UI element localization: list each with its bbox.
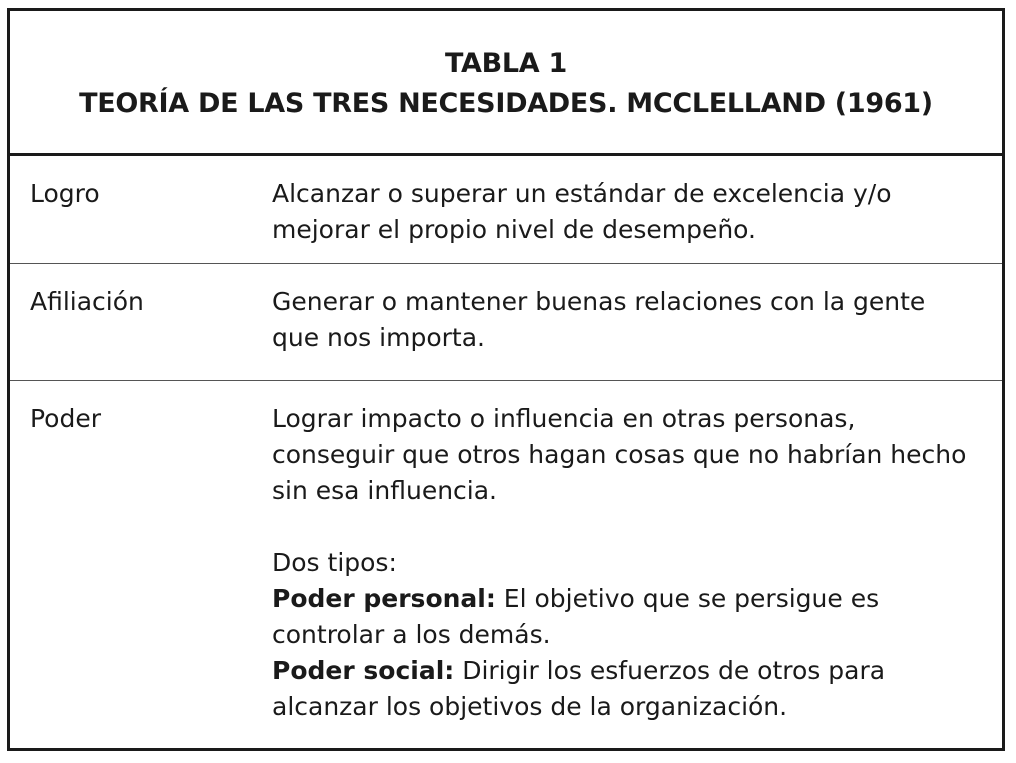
table-title: TEORÍA DE LAS TRES NECESIDADES. MCCLELLAND (1961) xyxy=(79,88,933,119)
definition-text: Generar o mantener buenas relaciones con la gente que nos importa. xyxy=(272,287,926,352)
definition-poder xyxy=(272,381,1002,748)
power-type-text: El objetivo que se persigue es controlar a los demás. xyxy=(272,584,880,649)
types-intro: Dos tipos: xyxy=(272,548,397,577)
definition-text: Lograr impacto o influencia en otras personas, conseguir que otros hagan cosas que no habrían hecho sin esa influencia. xyxy=(272,404,967,505)
table-row-poder xyxy=(10,381,1002,748)
paragraph-spacer xyxy=(272,509,972,545)
power-type-label: Poder personal: xyxy=(272,584,496,613)
needs-table xyxy=(7,8,1005,751)
definition-logro xyxy=(272,156,1002,263)
power-type-label: Poder social: xyxy=(272,656,455,685)
power-type-personal xyxy=(272,581,972,653)
term-logro: Logro xyxy=(30,179,100,208)
term-poder: Poder xyxy=(30,404,102,433)
term-afiliacion: Afiliación xyxy=(30,287,144,316)
power-type-text: Dirigir los esfuerzos de otros para alcanzar los objetivos de la organización. xyxy=(272,656,886,721)
table-header xyxy=(10,11,1002,156)
power-type-social xyxy=(272,653,972,725)
table-row-logro xyxy=(10,156,1002,264)
table-row-afiliacion xyxy=(10,264,1002,381)
definition-afiliacion xyxy=(272,264,1002,380)
definition-text: Alcanzar o superar un estándar de excelencia y/o mejorar el propio nivel de desempeño. xyxy=(272,179,892,244)
table-number: TABLA 1 xyxy=(445,48,567,79)
